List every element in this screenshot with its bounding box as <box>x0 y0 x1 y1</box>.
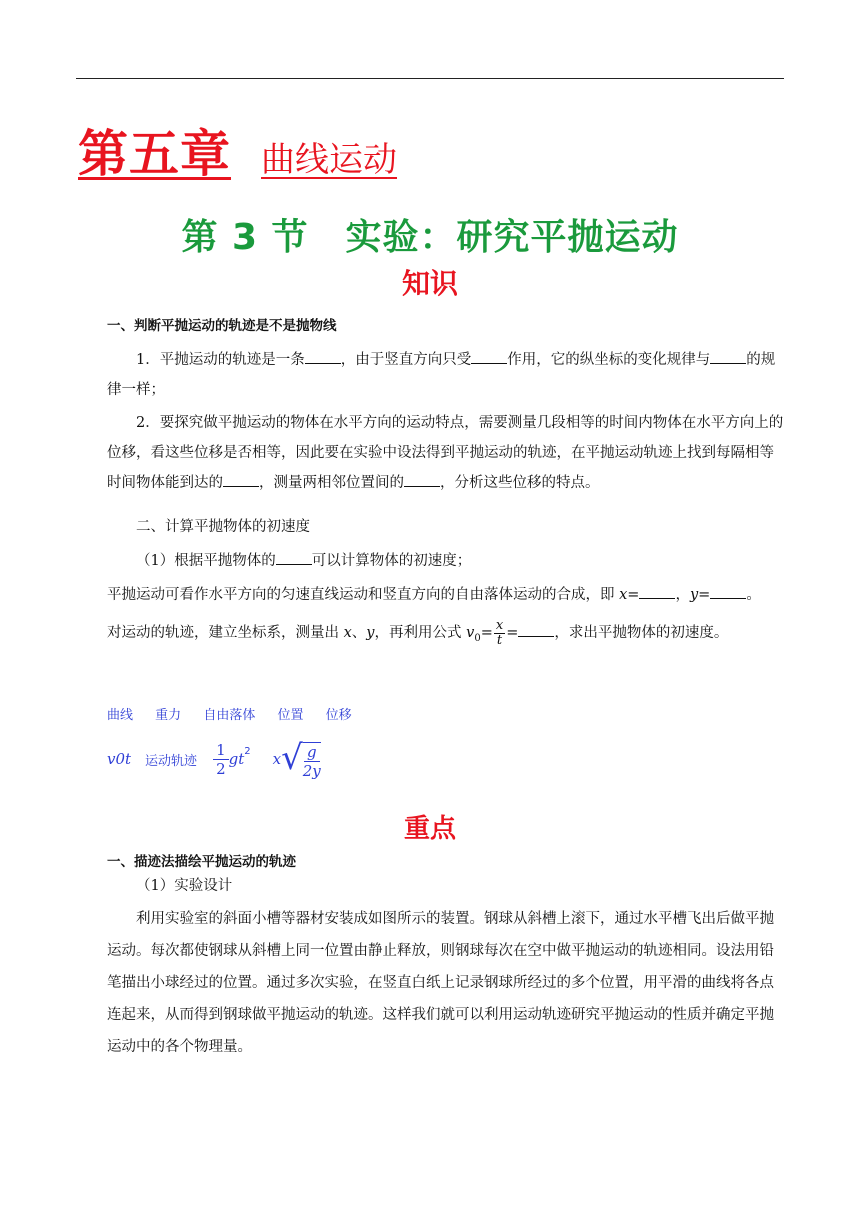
fill-blank <box>710 349 746 364</box>
text-run: 的规律一样； <box>107 352 776 398</box>
text-run: ，测量两相邻位置间的 <box>259 475 404 491</box>
fraction-numerator: g <box>304 743 320 762</box>
fraction-numerator: 1 <box>213 741 229 760</box>
answer-x: x <box>272 750 282 768</box>
fill-blank <box>276 550 312 565</box>
fill-blank <box>710 584 746 599</box>
fill-blank <box>404 472 440 487</box>
chapter-heading <box>78 114 397 186</box>
text-run: ， <box>675 587 690 603</box>
text-run: = <box>627 587 640 603</box>
chapter-number: 第五章 <box>78 125 231 183</box>
text-run: 平抛运动可看作水平方向的匀速直线运动和竖直方向的自由落体运动的合成，即 <box>107 587 620 603</box>
knowledge-sub1 <box>107 546 784 576</box>
text-run: = <box>480 625 493 641</box>
answer-v0t: v0t <box>107 750 132 768</box>
knowledge-part2-title: 二、计算平抛物体的初速度 <box>136 519 310 535</box>
text-run: 作用，它的纵坐标的变化规律与 <box>507 352 711 368</box>
text-run: ，再利用公式 <box>374 625 467 641</box>
knowledge-line-xy <box>107 580 784 610</box>
answer-g-over-2y <box>303 742 321 780</box>
key-points-sub1: （1）实验设计 <box>136 878 233 894</box>
fraction-x-over-t <box>494 619 505 648</box>
answer-trajectory: 运动轨迹 <box>145 753 198 769</box>
answer-item: 自由落体 <box>203 708 256 723</box>
text-run: 可以计算物体的初速度； <box>311 553 472 569</box>
answer-item: 重力 <box>155 708 182 723</box>
var-y: y <box>366 625 375 641</box>
radical-sign: √ <box>281 738 303 778</box>
text-run: 2．要探究做平抛运动的物体在水平方向的运动特点，需要测量几段相等的时间内物体在水平方向上的位移，看这些位移是否相等，因此要在实验中设法得到平抛运动的轨迹，在平抛运动轨迹上找到每隔相等时间物体能到达的 <box>107 415 784 491</box>
fill-blank <box>471 349 507 364</box>
text-run: 对运动的轨迹，建立坐标系，测量出 <box>107 625 344 641</box>
var-x: x <box>343 625 352 641</box>
key-points-body: 利用实验室的斜面小槽等器材安装成如图所示的装置。钢球从斜槽上滚下，通过水平槽飞出后做平抛运动。每次都使钢球从斜槽上同一位置由静止释放，则钢球每次在空中做平抛运动的轨迹相同。设法用铅笔描出小球经过的位置。通过多次实验，在竖直白纸上记录钢球所经过的多个位置，用平滑的曲线将各点连起来，从而得到钢球做平抛运动的轨迹。这样我们就可以利用运动轨迹研究平抛运动的性质并确定平抛运动中的各个物理量。 <box>107 911 774 1055</box>
text-run: = <box>698 587 711 603</box>
chapter-name: 曲线运动 <box>261 140 397 180</box>
answer-half-fraction <box>213 741 229 778</box>
answer-gt: gt <box>228 750 245 768</box>
knowledge-line-v0 <box>107 618 784 654</box>
section-title: 第 3 节 实验：研究平抛运动 <box>181 217 679 258</box>
fill-blank <box>305 349 341 364</box>
fraction-numerator: x <box>495 617 504 633</box>
subscript: 0 <box>474 632 481 644</box>
fill-blank <box>518 622 554 637</box>
var-x: x <box>619 587 628 603</box>
fraction-denominator: 2 <box>216 759 226 778</box>
knowledge-item1 <box>107 345 784 405</box>
fill-blank <box>639 584 675 599</box>
var-v: v <box>466 625 475 641</box>
text-run: （1）根据平抛物体的 <box>136 553 276 569</box>
text-run: ，求出平抛物体的初速度。 <box>554 625 729 641</box>
answer-sqrt <box>281 738 321 780</box>
knowledge-heading: 知识 <box>401 267 458 300</box>
knowledge-part1-title: 一、判断平抛运动的轨迹是不是抛物线 <box>107 318 337 334</box>
answer-item: 曲线 <box>107 708 134 723</box>
key-points-part1-title: 一、描迹法描绘平抛运动的轨迹 <box>107 854 296 870</box>
text-run: 、 <box>351 625 367 641</box>
fraction-denominator: t <box>496 632 503 648</box>
answer-key-row1 <box>107 704 370 723</box>
answer-item: 位置 <box>277 708 304 723</box>
var-y: y <box>689 587 699 603</box>
header-rule <box>76 78 784 79</box>
fill-blank <box>223 472 259 487</box>
text-run: ，分析这些位移的特点。 <box>440 475 600 491</box>
text-run: = <box>506 625 519 641</box>
answer-item: 位移 <box>325 708 352 723</box>
text-run: 1．平抛运动的轨迹是一条 <box>136 352 305 368</box>
key-points-heading: 重点 <box>403 814 456 844</box>
superscript: 2 <box>244 746 251 757</box>
fraction-denominator: 2y <box>302 762 321 780</box>
text-run: ，由于竖直方向只受 <box>340 352 472 368</box>
text-run: 。 <box>746 587 761 603</box>
answer-key-row2 <box>107 738 321 780</box>
knowledge-item2 <box>107 408 784 498</box>
